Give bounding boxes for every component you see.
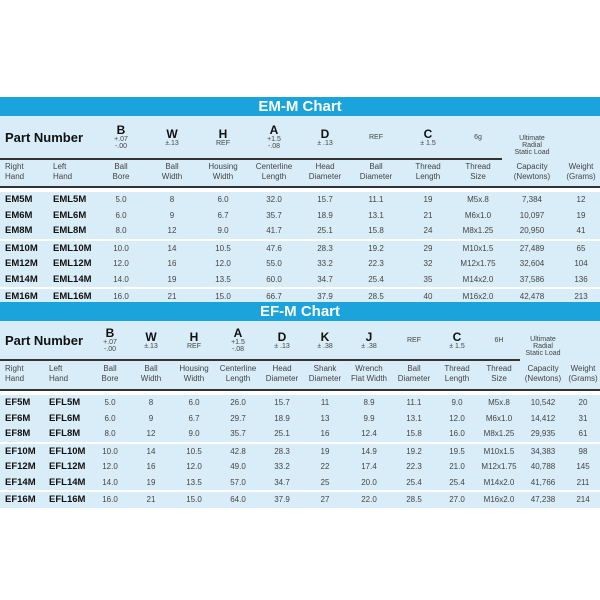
cell-value: 136 (574, 274, 588, 284)
cell-value: 29,935 (530, 429, 556, 439)
dimension-tolerance: +1.5 -.08 (267, 136, 281, 150)
dimension-letter: W (166, 126, 178, 141)
table-body (0, 395, 600, 508)
left-hand-part: EFL16M (49, 494, 86, 506)
cell-value: 19.2 (406, 446, 422, 456)
table-row (0, 490, 600, 508)
cell-value: 21 (167, 292, 177, 302)
right-hand-part: EF10M (5, 445, 36, 457)
dimension-tolerance: 6g (474, 133, 482, 141)
dimension-letter: A (269, 123, 279, 137)
dimension-tolerance: ± .13 (274, 342, 290, 350)
cell-value: 11.1 (368, 195, 384, 205)
cell-value: 49.0 (230, 462, 246, 472)
dimension-tolerance: Ultimate Radial Static Load (525, 336, 561, 357)
cell-value: 19 (167, 274, 177, 284)
column-code (146, 128, 198, 147)
cell-value: 7,384 (521, 195, 543, 205)
cell-value: 42,478 (519, 292, 545, 302)
cell-value: 41 (576, 226, 586, 236)
cell-value: 15.8 (406, 429, 422, 439)
table-row (0, 442, 600, 460)
dimension-letter: W (145, 329, 157, 344)
dimension-letter: D (277, 329, 287, 344)
cell-value: 20.0 (361, 477, 377, 487)
cell-value: 60.0 (266, 274, 282, 284)
cell-value: 8.9 (363, 398, 375, 408)
column-label: Thread Size (486, 364, 512, 383)
cell-value: 40,788 (530, 462, 556, 472)
column-label: Ball Width (140, 364, 162, 383)
cell-value: 9 (169, 210, 175, 220)
column-label: Shank Diameter (308, 364, 342, 383)
cell-value: 12 (146, 429, 156, 439)
right-hand-part: EM12M (5, 258, 38, 270)
right-hand-part: EF5M (5, 397, 31, 409)
column-label: Centerline Length (219, 364, 257, 383)
cell-value: 28.5 (406, 495, 422, 505)
column-label: Head Diameter (265, 364, 299, 383)
cell-value: 14,412 (530, 413, 556, 423)
column-label: Weight (Grams) (568, 364, 598, 383)
table-row (0, 426, 600, 442)
cell-value: 28.3 (274, 446, 290, 456)
column-code (402, 128, 454, 147)
cell-value: 15.8 (368, 226, 384, 236)
dimension-tolerance: REF (216, 139, 230, 147)
cell-value: 18.9 (274, 413, 290, 423)
dimension-tolerance: +.07 -.00 (114, 136, 128, 150)
cell-value: 14 (146, 446, 156, 456)
column-code (198, 128, 248, 147)
cell-value: 211 (576, 477, 590, 487)
cell-value: 22 (320, 462, 330, 472)
table-row (0, 192, 600, 208)
cell-value: 37.9 (274, 495, 290, 505)
cell-value: M12x1.75 (481, 462, 517, 472)
left-hand-part: EFL6M (49, 412, 81, 424)
cell-value: 10,542 (530, 398, 556, 408)
cell-value: 13.5 (186, 477, 202, 487)
right-hand-part: EF14M (5, 476, 36, 488)
left-hand-part: EML16M (53, 291, 92, 303)
column-code (90, 327, 130, 353)
cell-value: 25.1 (274, 429, 290, 439)
right-hand-part: EF16M (5, 494, 36, 506)
cell-value: M12x1.75 (460, 259, 496, 269)
cell-value: 20 (578, 398, 588, 408)
cell-value: 104 (574, 259, 588, 269)
cell-value: 33.2 (274, 462, 290, 472)
cell-value: 16.0 (113, 292, 129, 302)
cell-value: 35.7 (266, 210, 282, 220)
cell-value: 25.1 (317, 226, 333, 236)
column-label: Thread Length (444, 364, 470, 383)
left-hand-part: EML12M (53, 258, 92, 270)
dimension-letter: H (189, 329, 199, 344)
column-label: Ball Diameter (397, 364, 431, 383)
cell-value: 145 (576, 462, 590, 472)
left-hand-part: EML14M (53, 273, 92, 285)
cell-value: 9 (148, 413, 154, 423)
dimension-tolerance: ± 1.5 (449, 342, 465, 350)
cell-value: 12.0 (186, 462, 202, 472)
right-hand-part: EF8M (5, 428, 31, 440)
dimension-tolerance: ± 1.5 (420, 139, 436, 147)
column-label: Centerline Length (255, 162, 293, 181)
part-number-heading: Part Number (5, 129, 84, 145)
cell-value: 98 (578, 446, 588, 456)
cell-value: 16 (146, 462, 156, 472)
cell-value: 26.0 (230, 398, 246, 408)
dimension-tolerance: ± .38 (317, 342, 333, 350)
right-hand-part: EM16M (5, 291, 38, 303)
cell-value: 8.0 (115, 226, 127, 236)
column-label: Ball Diameter (359, 162, 393, 181)
cell-value: M16x2.0 (462, 292, 494, 302)
cell-value: 14.0 (102, 477, 118, 487)
column-label: Thread Length (415, 162, 441, 181)
cell-value: 32,604 (519, 259, 545, 269)
cell-value: 19 (576, 210, 586, 220)
cell-value: 19 (146, 477, 156, 487)
table-row (0, 208, 600, 224)
dimension-tolerance: ±.13 (165, 139, 179, 147)
left-hand-part: EML10M (53, 242, 92, 254)
cell-value: 13.5 (215, 274, 231, 284)
cell-value: 40 (423, 292, 433, 302)
cell-value: 64.0 (230, 495, 246, 505)
column-code (96, 124, 146, 150)
cell-value: 66.7 (266, 292, 282, 302)
cell-value: 214 (576, 495, 590, 505)
cell-value: M5x.8 (488, 398, 510, 408)
dimension-letter: A (233, 326, 243, 340)
dimension-tolerance: REF (187, 342, 201, 350)
cell-value: 47.6 (266, 243, 282, 253)
column-label: Weight (Grams) (566, 162, 596, 181)
column-label: Wrench Flat Width (350, 364, 387, 383)
cell-value: 15.0 (186, 495, 202, 505)
cell-value: 5.0 (104, 398, 116, 408)
cell-value: 16 (320, 429, 330, 439)
cell-value: 28.5 (368, 292, 384, 302)
header-row-labels (0, 359, 600, 389)
cell-value: 8 (148, 398, 154, 408)
cell-value: 29.7 (230, 413, 246, 423)
left-hand-part: EML8M (53, 225, 87, 237)
cell-value: 25 (320, 477, 330, 487)
cell-value: 19.5 (449, 446, 465, 456)
dimension-tolerance: REF (407, 336, 421, 344)
column-code (260, 331, 304, 350)
cell-value: 12 (167, 226, 177, 236)
cell-value: 6.0 (115, 210, 127, 220)
column-label: Left Hand (49, 364, 69, 383)
cell-value: 28.3 (317, 243, 333, 253)
chart-header (0, 321, 600, 389)
column-code (216, 327, 260, 353)
cell-value: 25.4 (449, 477, 465, 487)
cell-value: 8 (169, 195, 175, 205)
dimension-tolerance: +1.5 -.08 (231, 339, 245, 353)
cell-value: 29 (423, 243, 433, 253)
cell-value: 10.5 (186, 446, 202, 456)
cell-value: 14.9 (361, 446, 377, 456)
cell-value: 47,238 (530, 495, 556, 505)
left-hand-part: EML6M (53, 209, 87, 221)
right-hand-part: EM5M (5, 194, 33, 206)
left-hand-part: EFL14M (49, 476, 86, 488)
cell-value: M6x1.0 (464, 210, 492, 220)
cell-value: M10x1.5 (483, 446, 515, 456)
column-code (304, 331, 346, 350)
right-hand-part: EM10M (5, 242, 38, 254)
table-body (0, 192, 600, 305)
cell-value: 32 (423, 259, 433, 269)
cell-value: 9.0 (217, 226, 229, 236)
chart-title: EF-M Chart (0, 302, 600, 321)
table-row (0, 223, 600, 239)
right-hand-part: EM6M (5, 209, 33, 221)
column-label: Right Hand (5, 162, 25, 181)
cell-value: 32.0 (266, 195, 282, 205)
column-code (436, 331, 478, 350)
chart-title: EM-M Chart (0, 97, 600, 116)
cell-value: 22.0 (361, 495, 377, 505)
cell-value: 9.0 (451, 398, 463, 408)
table-row (0, 459, 600, 475)
column-code (520, 336, 566, 359)
column-label: Housing Width (208, 162, 238, 181)
cell-value: 14 (167, 243, 177, 253)
column-code (346, 331, 392, 350)
cell-value: 27 (320, 495, 330, 505)
left-hand-part: EML5M (53, 194, 87, 206)
cell-value: 19.2 (368, 243, 384, 253)
left-hand-part: EFL10M (49, 445, 86, 457)
cell-value: 37,586 (519, 274, 545, 284)
cell-value: 16.0 (102, 495, 118, 505)
column-code (502, 135, 562, 158)
table-row (0, 256, 600, 272)
header-row-labels (0, 158, 600, 186)
column-code (454, 134, 502, 141)
cell-value: 21.0 (449, 462, 465, 472)
cell-value: 19 (423, 195, 433, 205)
cell-value: 12.0 (102, 462, 118, 472)
cell-value: 37.9 (317, 292, 333, 302)
cell-value: 6.0 (188, 398, 200, 408)
cell-value: 13.1 (406, 413, 422, 423)
dimension-letter: C (423, 126, 433, 141)
dimension-tolerance: 6H (494, 336, 504, 344)
header-row-codes (0, 116, 600, 158)
dimension-tolerance: ± .13 (317, 139, 333, 147)
cell-value: 20,950 (519, 226, 545, 236)
cell-value: 15.7 (274, 398, 290, 408)
cell-value: 12.0 (215, 259, 231, 269)
cell-value: M10x1.5 (462, 243, 494, 253)
cell-value: 31 (578, 413, 588, 423)
dimension-letter: H (218, 126, 228, 141)
cell-value: 22.3 (368, 259, 384, 269)
column-code (300, 128, 350, 147)
cell-value: 35.7 (230, 429, 246, 439)
cell-value: 15.7 (317, 195, 333, 205)
cell-value: 6.0 (104, 413, 116, 423)
left-hand-part: EFL5M (49, 397, 81, 409)
cell-value: 9.0 (188, 429, 200, 439)
cell-value: 10.0 (102, 446, 118, 456)
column-label: Ball Bore (112, 162, 130, 181)
cell-value: 27,489 (519, 243, 545, 253)
dimension-letter: C (452, 329, 462, 344)
cell-value: M6x1.0 (485, 413, 513, 423)
cell-value: 5.0 (115, 195, 127, 205)
cell-value: 6.7 (217, 210, 229, 220)
cell-value: 33.2 (317, 259, 333, 269)
cell-value: 12 (576, 195, 586, 205)
cell-value: M16x2.0 (483, 495, 515, 505)
cell-value: 10.5 (215, 243, 231, 253)
cell-value: 65 (576, 243, 586, 253)
cell-value: 21 (423, 210, 433, 220)
left-hand-part: EFL8M (49, 428, 81, 440)
column-label: Right Hand (5, 364, 25, 383)
dimension-tolerance: REF (369, 133, 383, 141)
cell-value: 9.9 (363, 413, 375, 423)
dimension-tolerance: ±.13 (144, 342, 158, 350)
column-label: Housing Width (179, 364, 209, 383)
column-label: Left Hand (53, 162, 73, 181)
cell-value: 34.7 (317, 274, 333, 284)
cell-value: M8x1.25 (462, 226, 494, 236)
cell-value: M14x2.0 (462, 274, 494, 284)
ef-m-chart (0, 302, 600, 508)
column-code (130, 331, 172, 350)
table-row (0, 475, 600, 491)
dimension-tolerance: ± .38 (361, 342, 377, 350)
cell-value: 13.1 (368, 210, 384, 220)
header-row-codes (0, 321, 600, 359)
right-hand-part: EM14M (5, 273, 38, 285)
part-number-heading: Part Number (5, 332, 84, 348)
table-row (0, 239, 600, 257)
cell-value: 34,383 (530, 446, 556, 456)
cell-value: 12.0 (449, 413, 465, 423)
dimension-tolerance: +.07 -.00 (103, 339, 117, 353)
column-code (248, 124, 300, 150)
cell-value: 21 (146, 495, 156, 505)
column-label: Ball Bore (101, 364, 119, 383)
cell-value: 24 (423, 226, 433, 236)
cell-value: M14x2.0 (483, 477, 515, 487)
column-label: Head Diameter (308, 162, 342, 181)
cell-value: 41,766 (530, 477, 556, 487)
cell-value: M8x1.25 (483, 429, 515, 439)
cell-value: 13 (320, 413, 330, 423)
cell-value: 14.0 (113, 274, 129, 284)
cell-value: 15.0 (215, 292, 231, 302)
right-hand-part: EF6M (5, 412, 31, 424)
column-code (392, 337, 436, 344)
cell-value: 22.3 (406, 462, 422, 472)
cell-value: 6.0 (217, 195, 229, 205)
dimension-letter: B (105, 326, 115, 340)
column-label: Thread Size (465, 162, 491, 181)
column-label: Ball Width (161, 162, 183, 181)
column-code (478, 337, 520, 344)
cell-value: 11.1 (406, 398, 422, 408)
left-hand-part: EFL12M (49, 461, 86, 473)
cell-value: 213 (574, 292, 588, 302)
cell-value: 55.0 (266, 259, 282, 269)
em-m-chart (0, 97, 600, 305)
cell-value: 41.7 (266, 226, 282, 236)
cell-value: 6.7 (188, 413, 200, 423)
dimension-letter: D (320, 126, 330, 141)
cell-value: 34.7 (274, 477, 290, 487)
cell-value: 16.0 (449, 429, 465, 439)
cell-value: 17.4 (361, 462, 377, 472)
cell-value: 25.4 (406, 477, 422, 487)
column-label: Capacity (Newtons) (524, 364, 562, 383)
cell-value: 10,097 (519, 210, 545, 220)
cell-value: 11 (320, 398, 330, 408)
cell-value: 12.4 (361, 429, 377, 439)
right-hand-part: EF12M (5, 461, 36, 473)
cell-value: 27.0 (449, 495, 465, 505)
cell-value: 12.0 (113, 259, 129, 269)
table-row (0, 411, 600, 427)
cell-value: 25.4 (368, 274, 384, 284)
cell-value: 19 (320, 446, 330, 456)
table-row (0, 272, 600, 288)
cell-value: 57.0 (230, 477, 246, 487)
chart-header (0, 116, 600, 186)
cell-value: 18.9 (317, 210, 333, 220)
dimension-letter: B (116, 123, 126, 137)
header-divider (0, 158, 502, 160)
cell-value: 8.0 (104, 429, 116, 439)
column-code (172, 331, 216, 350)
right-hand-part: EM8M (5, 225, 33, 237)
column-label: Capacity (Newtons) (513, 162, 551, 181)
dimension-tolerance: Ultimate Radial Static Load (514, 135, 550, 156)
dimension-letter: J (365, 329, 373, 344)
header-divider (0, 359, 520, 361)
column-code (350, 134, 402, 141)
cell-value: 35 (423, 274, 433, 284)
cell-value: 10.0 (113, 243, 129, 253)
dimension-letter: K (320, 329, 330, 344)
table-row (0, 395, 600, 411)
cell-value: M5x.8 (467, 195, 489, 205)
cell-value: 16 (167, 259, 177, 269)
cell-value: 61 (578, 429, 588, 439)
cell-value: 42.8 (230, 446, 246, 456)
